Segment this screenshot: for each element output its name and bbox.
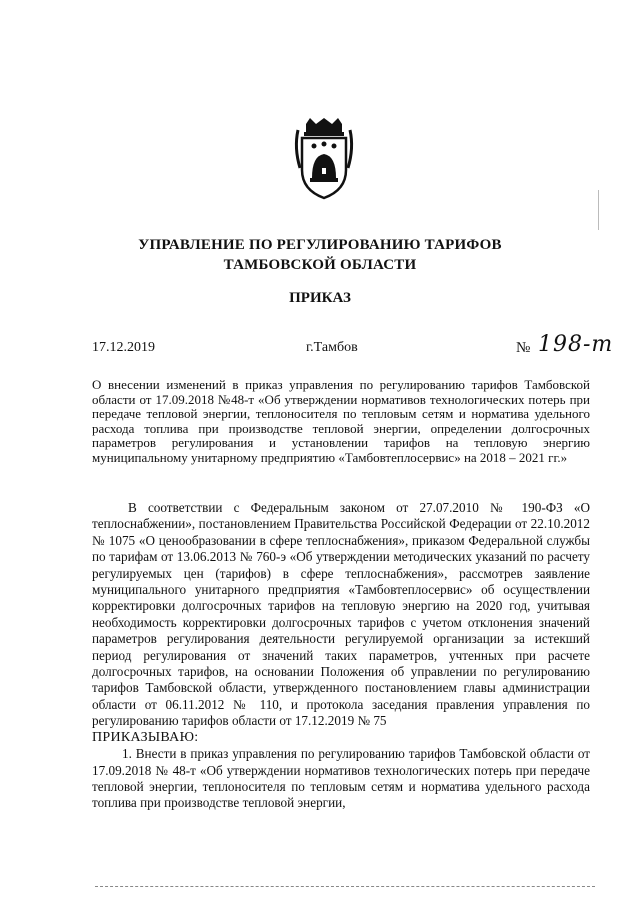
document-body — [92, 500, 590, 812]
document-date: 17.12.2019 — [92, 340, 155, 355]
organization-title-line2: ТАМБОВСКОЙ ОБЛАСТИ — [223, 257, 417, 273]
tambov-coat-of-arms-icon — [292, 118, 356, 200]
document-subject: О внесении изменений в приказ управления по регулированию тарифов Тамбовской области от 17.09.2018 №48-т «Об утверждении нормативов технологических потерь при передаче тепловой энергии, теплоносителя по тепловым сетям и норматива удельного расхода топлива при производстве тепловой энергии, определении долгосрочных параметров регулирования и установлении тарифов на тепловую энергию муниципальному унитарному предприятию «Тамбовтеплосервис» на 2018 – 2021 гг.» — [92, 377, 590, 465]
document-number-label: № — [516, 340, 531, 356]
order-word: ПРИКАЗЫВАЮ: — [92, 729, 199, 745]
preamble-paragraph: В соответствии с Федеральным законом от 27.07.2010 № 190-ФЗ «О теплоснабжении», постановлением Правительства Российской Федерации от 22.10.2012 № 1075 «О ценообразовании в сфере теплоснабжения», приказом Федеральной службы по тарифам от 13.06.2013 № 760-э «Об утверждении методических указаний по расчету регулируемых цен (тарифов) в сфере теплоснабжения», рассмотрев заявление муниципального унитарного предприятия «Тамбовтеплосервис» об осуществлении корректировки долгосрочных тарифов на тепловую энергию на 2020 год, учитывая необходимость корректировки долгосрочных тарифов с учетом отклонения значений параметров регулирования деятельности регулируемой организации за истекший период регулирования от значений таких параметров, учтенных при расчете долгосрочных тарифов, на основании Положения об управлении по регулированию тарифов Тамбовской области, утвержденного постановлением главы администрации области от 06.11.2012 № 110, и протокола заседания правления управления по регулированию тарифов области от 17.12.2019 № 75 — [92, 500, 590, 729]
scan-footer-line — [95, 886, 595, 887]
scan-margin-mark — [598, 190, 599, 230]
order-item-1: 1. Внести в приказ управления по регулированию тарифов Тамбовской области от 17.09.2018 № 48-т «Об утверждении нормативов технологических потерь при передаче тепловой энергии, теплоносителя по тепловым сетям и норматива удельного расхода топлива при производстве тепловой энергии, — [92, 746, 590, 811]
document-city: г.Тамбов — [306, 340, 358, 355]
document-number-handwritten: 198-т — [538, 332, 614, 357]
document-type: ПРИКАЗ — [289, 290, 351, 306]
organization-title-line1: УПРАВЛЕНИЕ ПО РЕГУЛИРОВАНИЮ ТАРИФОВ — [138, 237, 502, 253]
